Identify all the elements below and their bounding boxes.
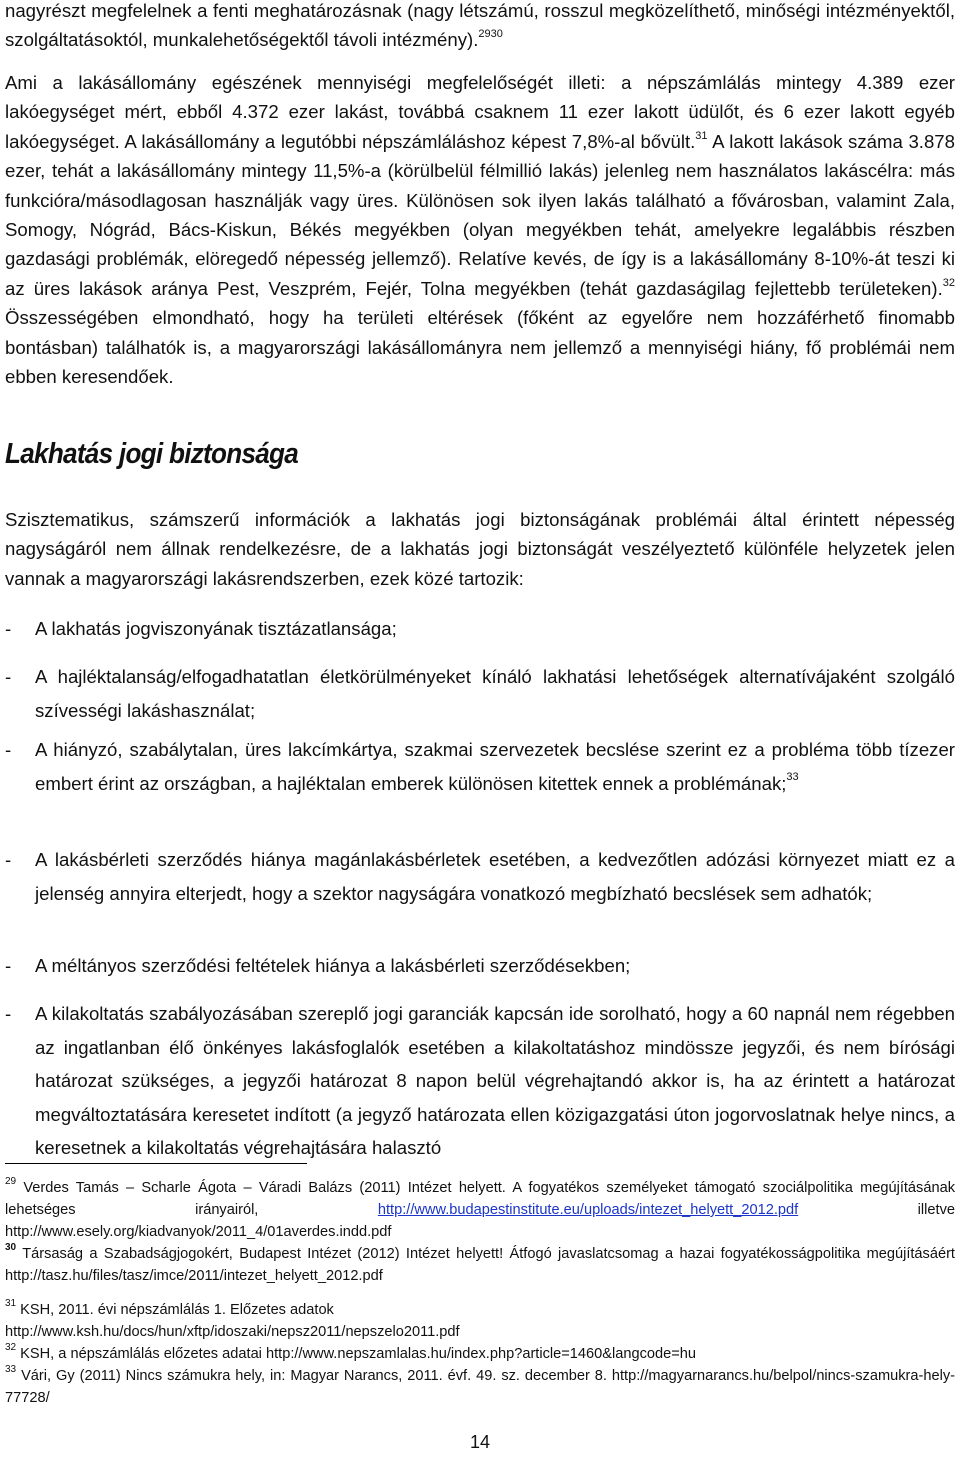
footnote-text: illetve http://www.esely.org/kiadvanyok/2011_4/01averdes.indd.pdf bbox=[5, 1202, 955, 1240]
list-item-text: A lakásbérleti szerződés hiánya magánlakásbérletek esetében, a kedvezőtlen adózási környezet miatt ez a jelenség annyira elterjedt, hogy a szektor nagyságára vonatkozó megbízható becslések sem adhatók; bbox=[35, 849, 955, 904]
list-item bbox=[5, 733, 955, 800]
list-dash: - bbox=[5, 618, 12, 639]
footnote-text: Társaság a Szabadságjogokért, Budapest Intézet (2012) Intézet helyett! Átfogó javaslatcsomag a hazai fogyatékosságpolitika megújításáért http://tasz.hu/files/tasz/imce/2011/intezet_helyett_2012.pdf bbox=[5, 1246, 955, 1284]
paragraph-intro-text: nagyrészt megfelelnek a fenti meghatározásnak (nagy létszámú, rosszul megközelíthető, minőségi intézményektől, szolgáltatásoktól, munkalehetőségektől távoli intézmény). bbox=[5, 0, 955, 51]
list-item bbox=[5, 997, 955, 1165]
footnote-number: 32 bbox=[5, 1342, 17, 1354]
footnote-text: http://www.ksh.hu/docs/hun/xftp/idoszaki/nepsz2011/nepszelo2011.pdf bbox=[5, 1324, 460, 1340]
footnote-31 bbox=[5, 1299, 955, 1343]
paragraph-housing-stock-text-b: A lakott lakások száma 3.878 ezer, tehát a lakásállomány mintegy 11,5%-a (körülbelül félmillió lakás) jelenleg nem használatos lakáscélra: más funkcióra/másodlagosan használják vagy üres. Különösen sok ilyen lakás található a fővárosban, valamint Zala, Somogy, Nógrád, Bács-Kiskun, Békés megyékben (olyan megyékben tehát, amelyekre legalábbis részben gazdasági problémák, elöregedő népesség jellemző). Relatíve kevés, de így is a lakásállomány 8-10%-át teszi ki az üres lakások aránya Pest, Veszprém, Fejér, Tolna megyékben (tehát gazdaságilag fejlettebb területeken). bbox=[5, 130, 955, 299]
list-item-text: A kilakoltatás szabályozásában szereplő jogi garanciák kapcsán ide sorolható, hogy a 60 napnál nem régebben az ingatlanban élő önkényes lakásfoglalók esetében a kilakoltatáshoz mindössze jegyzői, és nem bírósági határozat szükséges, a jegyzői határozat 8 napon belül végrehajtandó akkor is, ha az érintett a határozat megváltoztatására keresetet indított (a jegyző határozata ellen közigazgatási úton jogorvoslatnak helye nincs, a keresetnek a kilakoltatás végrehajtására halasztó bbox=[35, 1003, 955, 1158]
footnote-29 bbox=[5, 1177, 955, 1243]
footnote-number: 29 bbox=[5, 1176, 17, 1188]
footnotes bbox=[5, 1177, 955, 1409]
paragraph-intro bbox=[5, 0, 955, 55]
footnote-30 bbox=[5, 1243, 955, 1287]
paragraph-housing-stock-text-c: Összességében elmondható, hogy ha területi eltérések (főként az egyelőre nem hozzáférhető finomabb bontásban) találhatók is, a magyarországi lakásállományra nem jellemző a mennyiségi hiány, fő problémái nem ebben keresendőek. bbox=[5, 307, 955, 388]
list-item bbox=[5, 612, 955, 646]
list-item bbox=[5, 843, 955, 910]
list-item-text: A lakhatás jogviszonyának tisztázatlansága; bbox=[35, 618, 397, 639]
list-item bbox=[5, 949, 955, 983]
paragraph-housing-stock-text-a: Ami a lakásállomány egészének mennyiségi megfelelőségét illeti: a népszámlálás mintegy 4.389 ezer lakóegységet mért, ebből 4.372 ezer lakást, továbbá csaknem 11 ezer lakott üdülőt, és 6 ezer lakott egyéb lakóegységet. A lakásállomány a legutóbbi népszámláláshoz képest 7,8%-al bővült. bbox=[5, 72, 955, 152]
footnote-number: 33 bbox=[5, 1364, 17, 1376]
list-item bbox=[5, 660, 955, 727]
paragraph-legal-security: Szisztematikus, számszerű információk a lakhatás jogi biztonságának problémái által érintett népesség nagyságáról nem állnak rendelkezésre, de a lakhatás jogi biztonságát veszélyeztető különféle helyzetek jelen vannak a magyarországi lakásrendszerben, ezek közé tartozik: bbox=[5, 509, 955, 589]
list-dash: - bbox=[5, 1003, 12, 1024]
footnote-32 bbox=[5, 1343, 955, 1365]
list-dash: - bbox=[5, 666, 12, 687]
footnote-text: KSH, 2011. évi népszámlálás 1. Előzetes adatok bbox=[16, 1302, 334, 1318]
paragraph-housing-stock bbox=[5, 68, 955, 391]
footnote-divider bbox=[5, 1163, 307, 1164]
page-number: 14 bbox=[469, 1432, 491, 1452]
list-item-text: A hajléktalanság/elfogadhatatlan életkörülményeket kínáló lakhatási lehetőségek alternatívájaként szolgáló szívességi lakáshasználat; bbox=[35, 666, 955, 721]
footnote-text: Verdes Tamás – Scharle Ágota – Váradi Balázs (2011) Intézet helyett. A fogyatékos személyeket támogató szociálpolitika megújításának lehetséges irányairól, bbox=[5, 1180, 955, 1218]
list-dash: - bbox=[5, 739, 12, 760]
list-dash: - bbox=[5, 849, 12, 870]
list-item-text: A méltányos szerződési feltételek hiánya a lakásbérleti szerződésekben; bbox=[35, 955, 631, 976]
footnote-link[interactable]: http://www.budapestinstitute.eu/uploads/intezet_helyett_2012.pdf bbox=[377, 1202, 799, 1218]
footnote-text: KSH, a népszámlálás előzetes adatai http://www.nepszamlalas.hu/index.php?article=1460&langcode=hu bbox=[16, 1346, 696, 1362]
footnote-number: 31 bbox=[5, 1298, 17, 1310]
footnote-ref-33[interactable]: 33 bbox=[786, 771, 799, 784]
footnote-ref-32[interactable]: 32 bbox=[942, 276, 955, 289]
list-item-text: A hiányzó, szabálytalan, üres lakcímkártya, szakmai szervezetek becslése szerint ez a probléma több tízezer embert érint az országban, a hajléktalan emberek különösen kitettek ennek a problémának; bbox=[35, 739, 955, 794]
footnote-ref-29-30[interactable]: 2930 bbox=[478, 28, 503, 41]
footnote-ref-31[interactable]: 31 bbox=[695, 129, 708, 142]
footnote-33 bbox=[5, 1365, 955, 1409]
list-dash: - bbox=[5, 955, 12, 976]
footnote-number: 30 bbox=[5, 1242, 17, 1254]
footnote-text: Vári, Gy (2011) Nincs számukra hely, in: Magyar Narancs, 2011. évf. 49. sz. december 8. http://magyarnarancs.hu/belpol/nincs-szamukra-hely-77728/ bbox=[5, 1368, 955, 1406]
section-heading: Lakhatás jogi biztonsága bbox=[5, 438, 299, 470]
